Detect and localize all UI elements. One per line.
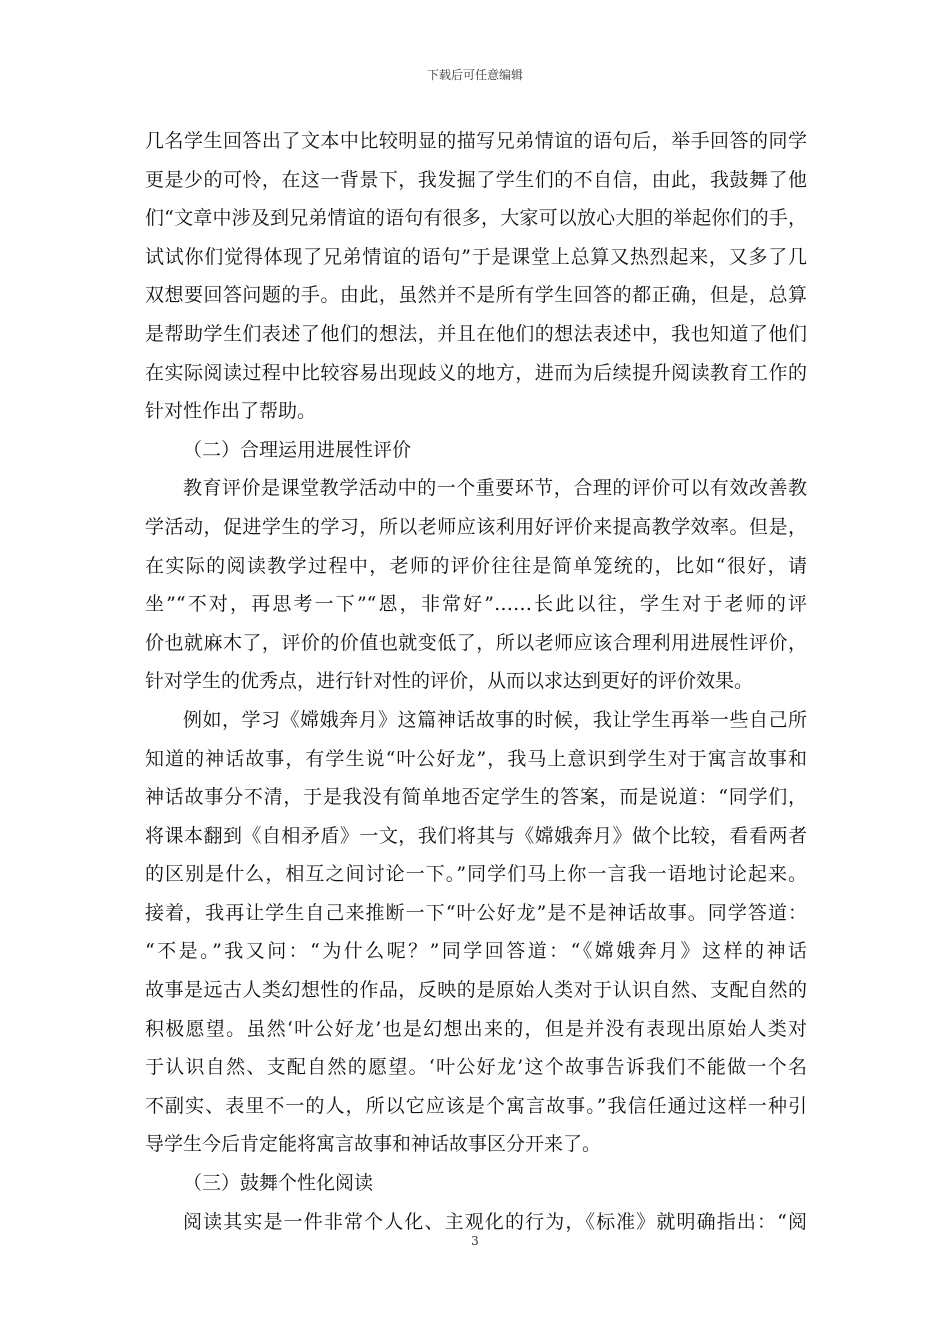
text-line: 在实际的阅读教学过程中，老师的评价往往是简单笼统的，比如“很好，请 [145,554,807,577]
text-line: 是帮助学生们表述了他们的想法，并且在他们的想法表述中，我也知道了他们 [145,322,807,345]
section-heading: （三）鼓舞个性化阅读 [183,1172,374,1195]
text-line: 几名学生回答出了文本中比较明显的描写兄弟情谊的语句后，举手回答的同学 [145,130,807,152]
text-line: 坐”“不对，再思考一下”“恩，非常好”……长此以往，学生对于老师的评 [145,593,807,616]
text-line: 例如，学习《嫦娥奔月》这篇神话故事的时候，我让学生再举一些自己所 [183,708,807,731]
text-line: 不副实、表里不一的人，所以它应该是个寓言故事。”我信任通过这样一种引 [145,1094,807,1117]
text-line: “不是。”我又问：“为什么呢？”同学回答道：“《嫦娥奔月》这样的神话 [145,940,807,963]
text-line: 试试你们觉得体现了兄弟情谊的语句”于是课堂上总算又热烈起来，又多了几 [145,245,807,268]
text-line: 接着，我再让学生自己来推断一下“叶公好龙”是不是神话故事。同学答道： [145,901,807,924]
paragraph-continuation [145,122,807,431]
text-line: 更是少的可怜，在这一背景下，我发掘了学生们的不自信，由此，我鼓舞了他 [145,168,807,191]
text-line: 阅读其实是一件非常个人化、主观化的行为，《标准》就明确指出：“阅 [183,1210,807,1233]
page-header: 下载后可任意编辑 [426,68,523,82]
text-line: 积极愿望。虽然‘叶公好龙’也是幻想出来的，但是并没有表现出原始人类对 [145,1017,807,1040]
text-line: 的区别是什么，相互之间讨论一下。”同学们马上你一言我一语地讨论起来。 [145,863,807,886]
text-line: 针对性作出了帮助。 [145,400,317,423]
text-line: 教育评价是课堂教学活动中的一个重要环节，合理的评价可以有效改善教 [183,477,807,500]
text-line: 于认识自然、支配自然的愿望。‘叶公好龙’这个故事告诉我们不能做一个名 [145,1056,807,1079]
text-line: 导学生今后肯定能将寓言故事和神话故事区分开来了。 [145,1133,602,1156]
section-heading: （二）合理运用进展性评价 [183,438,412,461]
text-line: 针对学生的优秀点，进行针对性的评价，从而以求达到更好的评价效果。 [145,670,754,693]
text-line: 将课本翻到《自相矛盾》一文，我们将其与《嫦娥奔月》做个比较，看看两者 [145,824,807,847]
text-line: 们“文章中涉及到兄弟情谊的语句有很多，大家可以放心大胆的举起你们的手， [145,207,807,230]
text-line: 双想要回答问题的手。由此，虽然并不是所有学生回答的都正确，但是，总算 [145,284,807,307]
text-line: 知道的神话故事，有学生说“叶公好龙”，我马上意识到学生对于寓言故事和 [145,747,807,770]
text-line: 故事是远古人类幻想性的作品，反映的是原始人类对于认识自然、支配自然的 [145,979,807,1002]
text-line: 神话故事分不清，于是我没有简单地否定学生的答案，而是说道：“同学们， [145,786,807,809]
document-body [145,122,807,1241]
paragraph [145,469,807,701]
page-number: 3 [471,1234,479,1248]
paragraph [145,701,807,1164]
text-line: 学活动，促进学生的学习，所以老师应该利用好评价来提高教学效率。但是， [145,515,807,538]
text-line: 在实际阅读过程中比较容易出现歧义的地方，进而为后续提升阅读教育工作的 [145,361,807,384]
text-line: 价也就麻木了，评价的价值也就变低了，所以老师应该合理利用进展性评价， [145,631,807,654]
